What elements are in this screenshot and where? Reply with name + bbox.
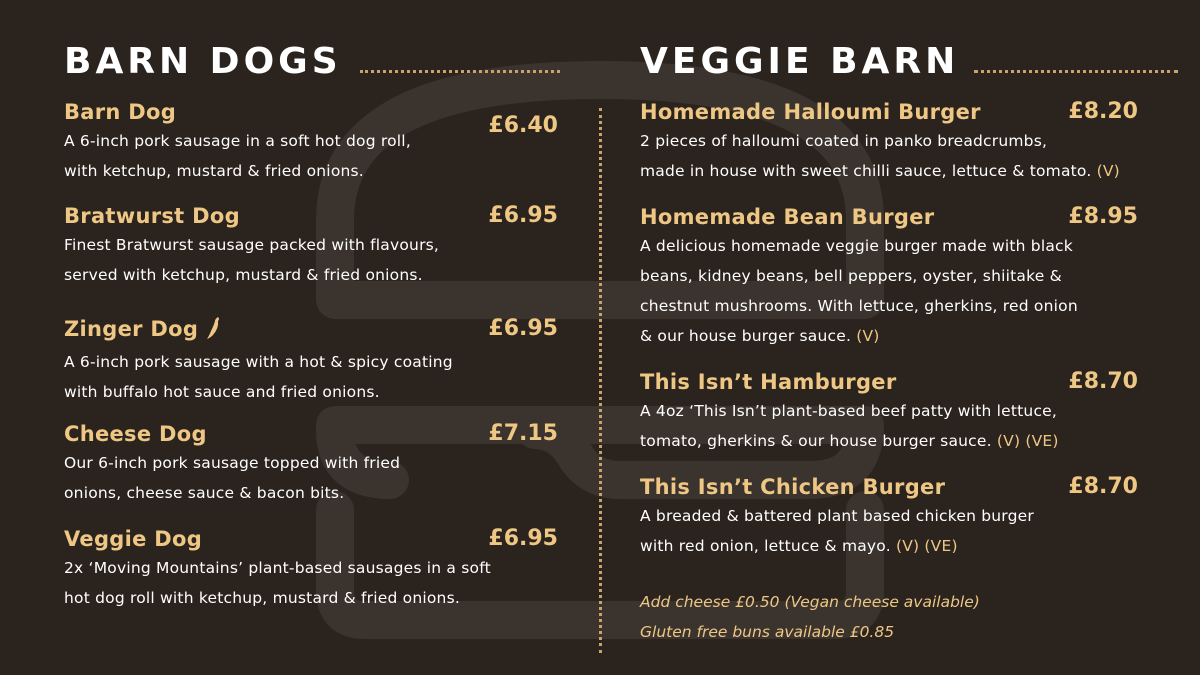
dietary-tag: (V) [1096, 162, 1120, 180]
item-name: Cheese Dog [64, 422, 207, 446]
item-price: £8.95 [1068, 204, 1138, 229]
menu-item-zinger-dog [64, 315, 564, 407]
item-description: Finest Bratwurst sausage packed with flavours, served with ketchup, mustard & fried onions. [64, 236, 440, 284]
chili-pepper-icon [206, 316, 222, 347]
item-description: Our 6-inch pork sausage topped with fried onions, cheese sauce & bacon bits. [64, 454, 401, 502]
item-description: A breaded & battered plant based chicken burger with red onion, lettuce & mayo. (V) (VE) [640, 507, 1034, 555]
item-price: £8.70 [1068, 474, 1138, 499]
dietary-tag: (V) (VE) [996, 432, 1059, 450]
menu-item-halloumi-burger [640, 98, 1160, 186]
menu-item-bratwurst-dog [64, 202, 564, 290]
menu-item-bean-burger [640, 203, 1160, 351]
item-price: £7.15 [488, 421, 558, 446]
veggie-barn-title: VEGGIE BARN [640, 41, 960, 82]
dietary-tag: (V) [856, 327, 880, 345]
item-price: £6.95 [488, 526, 558, 551]
dietary-tag: (V) (VE) [896, 537, 958, 555]
add-cheese-note: Add cheese £0.50 (Vegan cheese available) [640, 593, 980, 611]
item-description: A 6-inch pork sausage in a soft hot dog roll, with ketchup, mustard & fried onions. [64, 132, 411, 180]
menu-item-this-isnt-hamburger [640, 368, 1160, 456]
item-price: £8.70 [1068, 369, 1138, 394]
item-description: 2x ‘Moving Mountains’ plant-based sausages in a soft hot dog roll with ketchup, mustard & fried onions. [64, 559, 491, 607]
item-price: £6.95 [488, 316, 558, 341]
item-price: £6.95 [488, 203, 558, 228]
item-name: This Isn’t Hamburger [640, 370, 897, 394]
item-description: 2 pieces of halloumi coated in panko breadcrumbs, made in house with sweet chilli sauce, lettuce & tomato. (V) [640, 132, 1120, 180]
menu-item-cheese-dog [64, 420, 564, 508]
item-description: A delicious homemade veggie burger made with black beans, kidney beans, bell peppers, oyster, shiitake & chestnut mushrooms. With lettuce, gherkins, red onion & our house burger sauce. (V) [640, 237, 1078, 345]
column-divider [599, 108, 602, 653]
item-name: Veggie Dog [64, 527, 203, 551]
item-price: £8.20 [1068, 99, 1138, 124]
item-price: £6.40 [488, 113, 558, 138]
item-name: This Isn’t Chicken Burger [640, 475, 946, 499]
menu-item-this-isnt-chicken-burger [640, 473, 1160, 561]
title-dotted-rule [974, 70, 1178, 73]
item-description: A 6-inch pork sausage with a hot & spicy coating with buffalo hot sauce and fried onions. [64, 353, 453, 401]
title-dotted-rule [360, 70, 560, 73]
gluten-free-note: Gluten free buns available £0.85 [640, 623, 895, 641]
item-description: A 4oz ‘This Isn’t plant-based beef patty with lettuce, tomato, gherkins & our house burger sauce. (V) (VE) [640, 402, 1059, 450]
menu-item-veggie-dog [64, 525, 574, 613]
item-name: Homemade Halloumi Burger [640, 100, 981, 124]
menu-item-barn-dog [64, 98, 564, 186]
item-name: Bratwurst Dog [64, 204, 240, 228]
item-name: Zinger Dog [64, 315, 564, 347]
barn-dogs-title: BARN DOGS [64, 41, 342, 82]
item-name: Homemade Bean Burger [640, 205, 935, 229]
item-name: Barn Dog [64, 100, 177, 124]
